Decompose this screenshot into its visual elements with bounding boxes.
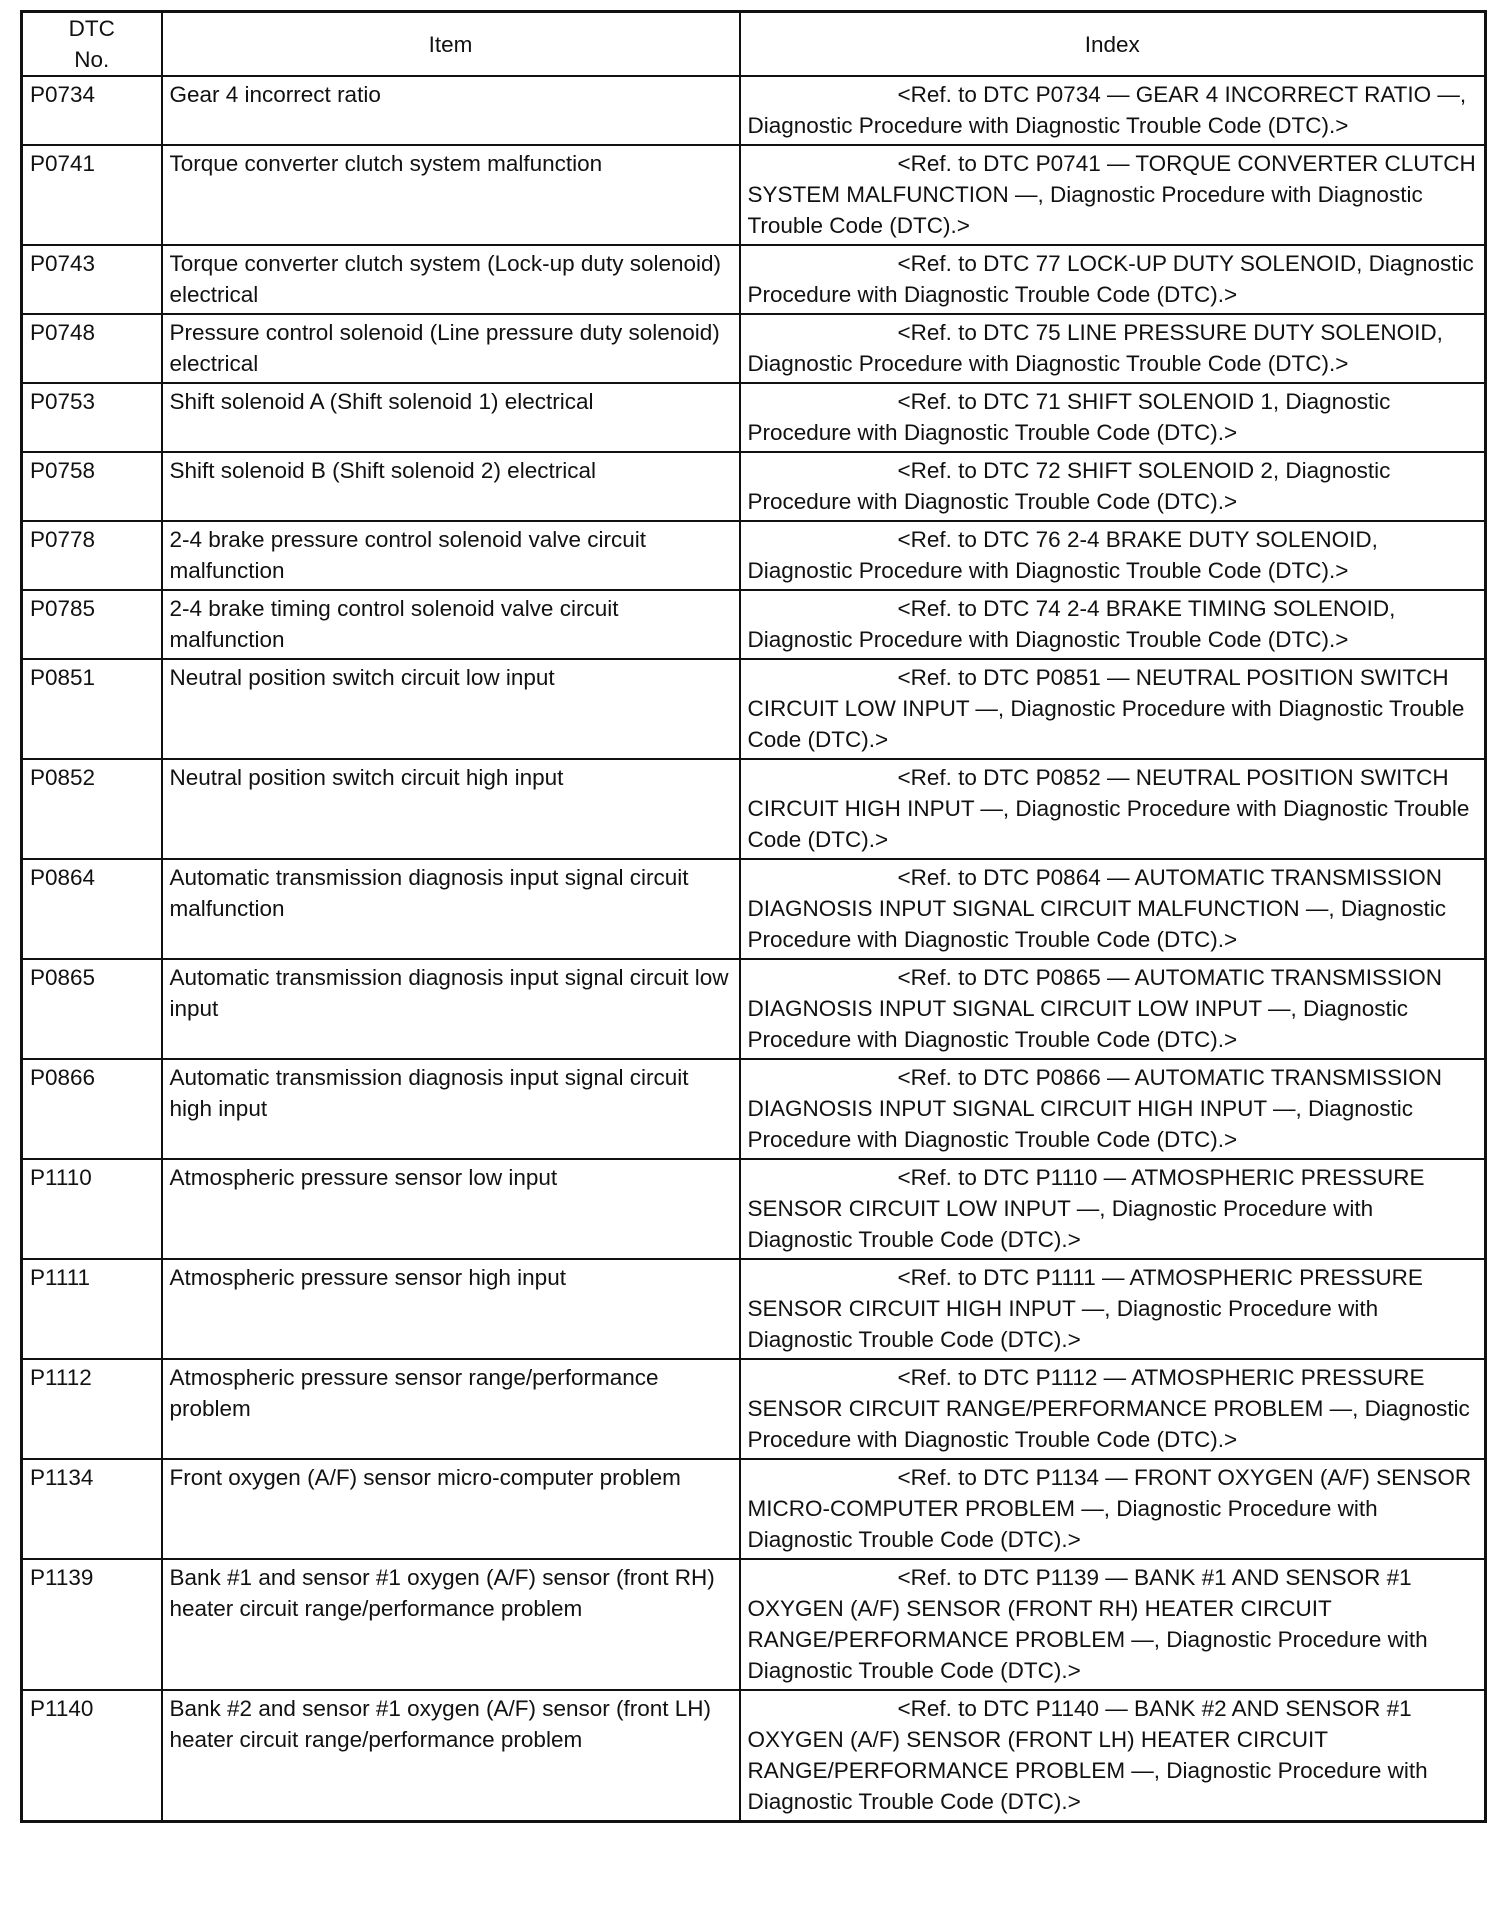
table-row bbox=[22, 1359, 1486, 1459]
table-row bbox=[22, 452, 1486, 521]
index-reference-cell: <Ref. to DTC 75 LINE PRESSURE DUTY SOLENOID, Diagnostic Procedure with Diagnostic Trouble Code (DTC).> bbox=[740, 314, 1486, 383]
dtc-code-cell: P1139 bbox=[22, 1559, 162, 1690]
dtc-code-cell: P0865 bbox=[22, 959, 162, 1059]
table-row bbox=[22, 383, 1486, 452]
header-index: Index bbox=[740, 12, 1486, 77]
dtc-code-cell: P1140 bbox=[22, 1690, 162, 1822]
document-page bbox=[20, 10, 1484, 1823]
index-reference-cell: <Ref. to DTC P1134 — FRONT OXYGEN (A/F) SENSOR MICRO-COMPUTER PROBLEM —, Diagnostic Procedure with Diagnostic Trouble Code (DTC).> bbox=[740, 1459, 1486, 1559]
dtc-code-cell: P0758 bbox=[22, 452, 162, 521]
index-reference-cell: <Ref. to DTC P1110 — ATMOSPHERIC PRESSURE SENSOR CIRCUIT LOW INPUT —, Diagnostic Procedure with Diagnostic Trouble Code (DTC).> bbox=[740, 1159, 1486, 1259]
dtc-code-cell: P0852 bbox=[22, 759, 162, 859]
dtc-code-cell: P1111 bbox=[22, 1259, 162, 1359]
index-reference-cell: <Ref. to DTC P0866 — AUTOMATIC TRANSMISSION DIAGNOSIS INPUT SIGNAL CIRCUIT HIGH INPUT —, Diagnostic Procedure with Diagnostic Trouble Code (DTC).> bbox=[740, 1059, 1486, 1159]
table-row bbox=[22, 145, 1486, 245]
item-description-cell: Shift solenoid B (Shift solenoid 2) electrical bbox=[162, 452, 740, 521]
index-reference-cell: <Ref. to DTC P1139 — BANK #1 AND SENSOR #1 OXYGEN (A/F) SENSOR (FRONT RH) HEATER CIRCUIT RANGE/PERFORMANCE PROBLEM —, Diagnostic Procedure with Diagnostic Trouble Code (DTC).> bbox=[740, 1559, 1486, 1690]
item-description-cell: Shift solenoid A (Shift solenoid 1) electrical bbox=[162, 383, 740, 452]
item-description-cell: Front oxygen (A/F) sensor micro-computer problem bbox=[162, 1459, 740, 1559]
dtc-code-cell: P0743 bbox=[22, 245, 162, 314]
index-reference-cell: <Ref. to DTC P0741 — TORQUE CONVERTER CLUTCH SYSTEM MALFUNCTION —, Diagnostic Procedure with Diagnostic Trouble Code (DTC).> bbox=[740, 145, 1486, 245]
dtc-code-cell: P0748 bbox=[22, 314, 162, 383]
dtc-code-cell: P0753 bbox=[22, 383, 162, 452]
table-row bbox=[22, 521, 1486, 590]
index-reference-cell: <Ref. to DTC P0734 — GEAR 4 INCORRECT RATIO —, Diagnostic Procedure with Diagnostic Trouble Code (DTC).> bbox=[740, 76, 1486, 145]
table-row bbox=[22, 859, 1486, 959]
item-description-cell: Bank #1 and sensor #1 oxygen (A/F) sensor (front RH) heater circuit range/performance problem bbox=[162, 1559, 740, 1690]
dtc-code-cell: P0734 bbox=[22, 76, 162, 145]
header-dtc-line2: No. bbox=[74, 47, 110, 72]
table-row bbox=[22, 759, 1486, 859]
header-item: Item bbox=[162, 12, 740, 77]
table-row bbox=[22, 1559, 1486, 1690]
dtc-code-cell: P0864 bbox=[22, 859, 162, 959]
item-description-cell: Automatic transmission diagnosis input signal circuit low input bbox=[162, 959, 740, 1059]
table-row bbox=[22, 1059, 1486, 1159]
table-row bbox=[22, 1159, 1486, 1259]
table-body bbox=[22, 76, 1486, 1822]
dtc-code-cell: P1110 bbox=[22, 1159, 162, 1259]
item-description-cell: 2-4 brake timing control solenoid valve circuit malfunction bbox=[162, 590, 740, 659]
table-row bbox=[22, 1259, 1486, 1359]
table-row bbox=[22, 1459, 1486, 1559]
table-row bbox=[22, 314, 1486, 383]
item-description-cell: Atmospheric pressure sensor range/performance problem bbox=[162, 1359, 740, 1459]
table-header-row bbox=[22, 12, 1486, 77]
index-reference-cell: <Ref. to DTC P1140 — BANK #2 AND SENSOR #1 OXYGEN (A/F) SENSOR (FRONT LH) HEATER CIRCUIT RANGE/PERFORMANCE PROBLEM —, Diagnostic Procedure with Diagnostic Trouble Code (DTC).> bbox=[740, 1690, 1486, 1822]
index-reference-cell: <Ref. to DTC P0852 — NEUTRAL POSITION SWITCH CIRCUIT HIGH INPUT —, Diagnostic Procedure with Diagnostic Trouble Code (DTC).> bbox=[740, 759, 1486, 859]
index-reference-cell: <Ref. to DTC 77 LOCK-UP DUTY SOLENOID, Diagnostic Procedure with Diagnostic Trouble Code (DTC).> bbox=[740, 245, 1486, 314]
table-row bbox=[22, 959, 1486, 1059]
item-description-cell: 2-4 brake pressure control solenoid valve circuit malfunction bbox=[162, 521, 740, 590]
index-reference-cell: <Ref. to DTC 72 SHIFT SOLENOID 2, Diagnostic Procedure with Diagnostic Trouble Code (DTC).> bbox=[740, 452, 1486, 521]
table-row bbox=[22, 245, 1486, 314]
item-description-cell: Torque converter clutch system malfunction bbox=[162, 145, 740, 245]
dtc-code-cell: P0866 bbox=[22, 1059, 162, 1159]
index-reference-cell: <Ref. to DTC P0864 — AUTOMATIC TRANSMISSION DIAGNOSIS INPUT SIGNAL CIRCUIT MALFUNCTION —, Diagnostic Procedure with Diagnostic Trouble Code (DTC).> bbox=[740, 859, 1486, 959]
dtc-code-cell: P1112 bbox=[22, 1359, 162, 1459]
dtc-code-cell: P0785 bbox=[22, 590, 162, 659]
item-description-cell: Automatic transmission diagnosis input signal circuit malfunction bbox=[162, 859, 740, 959]
index-reference-cell: <Ref. to DTC 76 2-4 BRAKE DUTY SOLENOID, Diagnostic Procedure with Diagnostic Trouble Code (DTC).> bbox=[740, 521, 1486, 590]
item-description-cell: Torque converter clutch system (Lock-up duty solenoid) electrical bbox=[162, 245, 740, 314]
header-dtc-line1: DTC bbox=[68, 16, 115, 41]
index-reference-cell: <Ref. to DTC P1112 — ATMOSPHERIC PRESSURE SENSOR CIRCUIT RANGE/PERFORMANCE PROBLEM —, Diagnostic Procedure with Diagnostic Trouble Code (DTC).> bbox=[740, 1359, 1486, 1459]
dtc-code-cell: P0741 bbox=[22, 145, 162, 245]
index-reference-cell: <Ref. to DTC 71 SHIFT SOLENOID 1, Diagnostic Procedure with Diagnostic Trouble Code (DTC).> bbox=[740, 383, 1486, 452]
item-description-cell: Neutral position switch circuit high input bbox=[162, 759, 740, 859]
item-description-cell: Atmospheric pressure sensor low input bbox=[162, 1159, 740, 1259]
item-description-cell: Neutral position switch circuit low input bbox=[162, 659, 740, 759]
item-description-cell: Bank #2 and sensor #1 oxygen (A/F) sensor (front LH) heater circuit range/performance problem bbox=[162, 1690, 740, 1822]
dtc-code-cell: P1134 bbox=[22, 1459, 162, 1559]
table-row bbox=[22, 1690, 1486, 1822]
table-row bbox=[22, 659, 1486, 759]
item-description-cell: Automatic transmission diagnosis input signal circuit high input bbox=[162, 1059, 740, 1159]
item-description-cell: Atmospheric pressure sensor high input bbox=[162, 1259, 740, 1359]
index-reference-cell: <Ref. to DTC P0851 — NEUTRAL POSITION SWITCH CIRCUIT LOW INPUT —, Diagnostic Procedure with Diagnostic Trouble Code (DTC).> bbox=[740, 659, 1486, 759]
dtc-code-cell: P0851 bbox=[22, 659, 162, 759]
index-reference-cell: <Ref. to DTC P0865 — AUTOMATIC TRANSMISSION DIAGNOSIS INPUT SIGNAL CIRCUIT LOW INPUT —, Diagnostic Procedure with Diagnostic Trouble Code (DTC).> bbox=[740, 959, 1486, 1059]
item-description-cell: Pressure control solenoid (Line pressure duty solenoid) electrical bbox=[162, 314, 740, 383]
table-row bbox=[22, 76, 1486, 145]
item-description-cell: Gear 4 incorrect ratio bbox=[162, 76, 740, 145]
table-row bbox=[22, 590, 1486, 659]
index-reference-cell: <Ref. to DTC P1111 — ATMOSPHERIC PRESSURE SENSOR CIRCUIT HIGH INPUT —, Diagnostic Procedure with Diagnostic Trouble Code (DTC).> bbox=[740, 1259, 1486, 1359]
header-dtc-no bbox=[22, 12, 162, 77]
dtc-table bbox=[20, 10, 1487, 1823]
dtc-code-cell: P0778 bbox=[22, 521, 162, 590]
index-reference-cell: <Ref. to DTC 74 2-4 BRAKE TIMING SOLENOID, Diagnostic Procedure with Diagnostic Trouble Code (DTC).> bbox=[740, 590, 1486, 659]
